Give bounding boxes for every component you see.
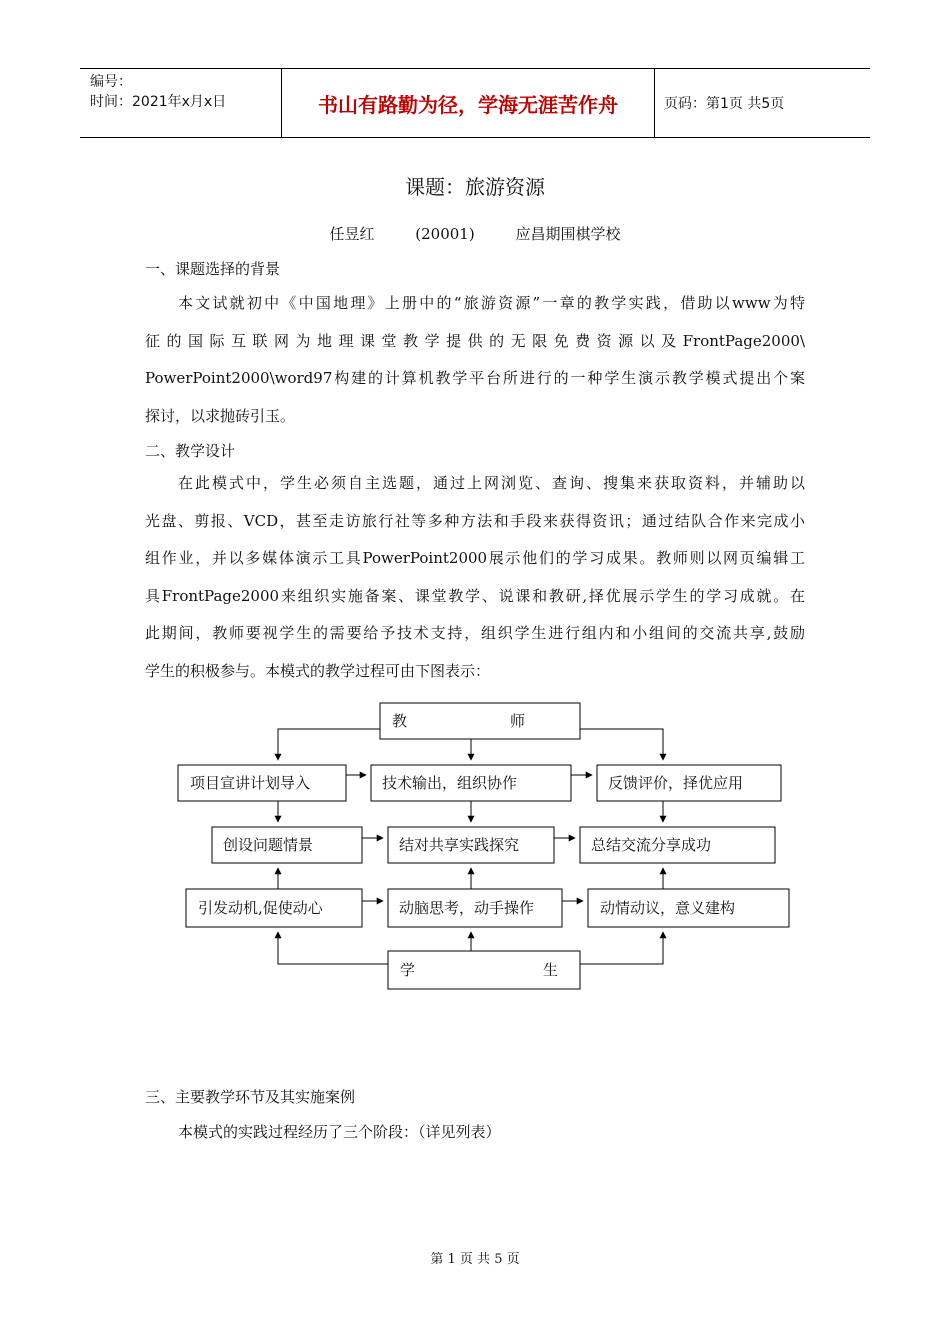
teacher-box [380, 703, 580, 739]
paragraph-line: 此期间，教师要视学生的需要给予技术支持，组织学生进行组内和小组间的交流共享,鼓励 [145, 624, 805, 642]
section-3-heading: 三、主要教学环节及其实施案例 [145, 1088, 356, 1106]
section-2-heading: 二、教学设计 [145, 442, 236, 460]
number-label: 编号： [90, 74, 132, 90]
page-footer: 第 1 页 共 5 页 [430, 1252, 520, 1267]
flow-arrow [278, 932, 388, 964]
left-label-2: 创设问题情景 [223, 836, 314, 854]
time-label: 时间：2021年x月x日 [90, 94, 227, 110]
mid-label-2a: 结对共享 [399, 836, 460, 854]
paragraph-line: 探讨，以求抛砖引玉。 [145, 406, 296, 425]
header-motto: 书山有路勤为径，学海无涯苦作舟 [281, 69, 655, 137]
teacher-label-1: 教 [392, 712, 408, 730]
paragraph-line: 征的国际互联网为地理课堂教学提供的无限免费资源以及FrontPage2000\ [145, 331, 805, 350]
paragraph-line: 在此模式中，学生必须自主选题，通过上网浏览、查询、搜集来获取资料，并辅助以 [178, 474, 805, 492]
paragraph-line: 光盘、剪报、VCD，甚至走访旅行社等多种方法和手段来获得资讯；通过结队合作来完成小 [145, 511, 805, 530]
paragraph-line: 本文试就初中《中国地理》上册中的“旅游资源”一章的教学实践，借助以www为特 [178, 294, 805, 312]
author-school: 应昌期围棋学校 [515, 225, 621, 243]
left-label-1: 项目宣讲计划导入 [190, 774, 311, 792]
flow-arrow [580, 729, 663, 760]
author-name: 任昱红 [329, 225, 375, 243]
section-1-heading: 一、课题选择的背景 [145, 260, 281, 278]
paragraph-line: 组作业，并以多媒体演示工具PowerPoint2000展示他们的学习成果。教师则以网页编辑工 [145, 549, 805, 567]
mid-label-3: 动脑思考，动手操作 [399, 899, 535, 917]
paragraph-line: PowerPoint2000\word97构建的计算机教学平台所进行的一种学生演示教学模式提出个案 [145, 369, 805, 387]
flow-arrow [580, 932, 663, 964]
mid-label-2b: 实践探究 [459, 836, 520, 854]
paragraph-line: 学生的积极参与。本模式的教学过程可由下图表示： [145, 661, 491, 680]
left-label-3: 引发动机,促使动心 [198, 899, 323, 917]
header-page-info: 页码：第1页 共5页 [664, 96, 785, 112]
flow-arrow [278, 729, 380, 760]
right-label-2: 总结交流分享成功 [591, 836, 712, 854]
author-code: (20001) [415, 225, 475, 243]
right-label-3: 动情动议，意义建构 [600, 899, 736, 917]
right-label-1: 反馈评价，择优应用 [608, 774, 744, 792]
paragraph-line: 具FrontPage2000来组织实施备案、课堂教学、说课和教研,择优展示学生的学习成就。在 [145, 586, 805, 605]
student-label-1: 学 [400, 961, 416, 979]
teacher-label-2: 师 [510, 712, 526, 730]
page-title: 课题：旅游资源 [405, 175, 545, 199]
student-label-2: 生 [543, 961, 559, 979]
mid-label-2 [399, 834, 519, 855]
mid-label-1: 技术输出，组织协作 [382, 774, 518, 792]
section-3-paragraph: 本模式的实践过程经历了三个阶段：（详见列表） [178, 1123, 501, 1141]
